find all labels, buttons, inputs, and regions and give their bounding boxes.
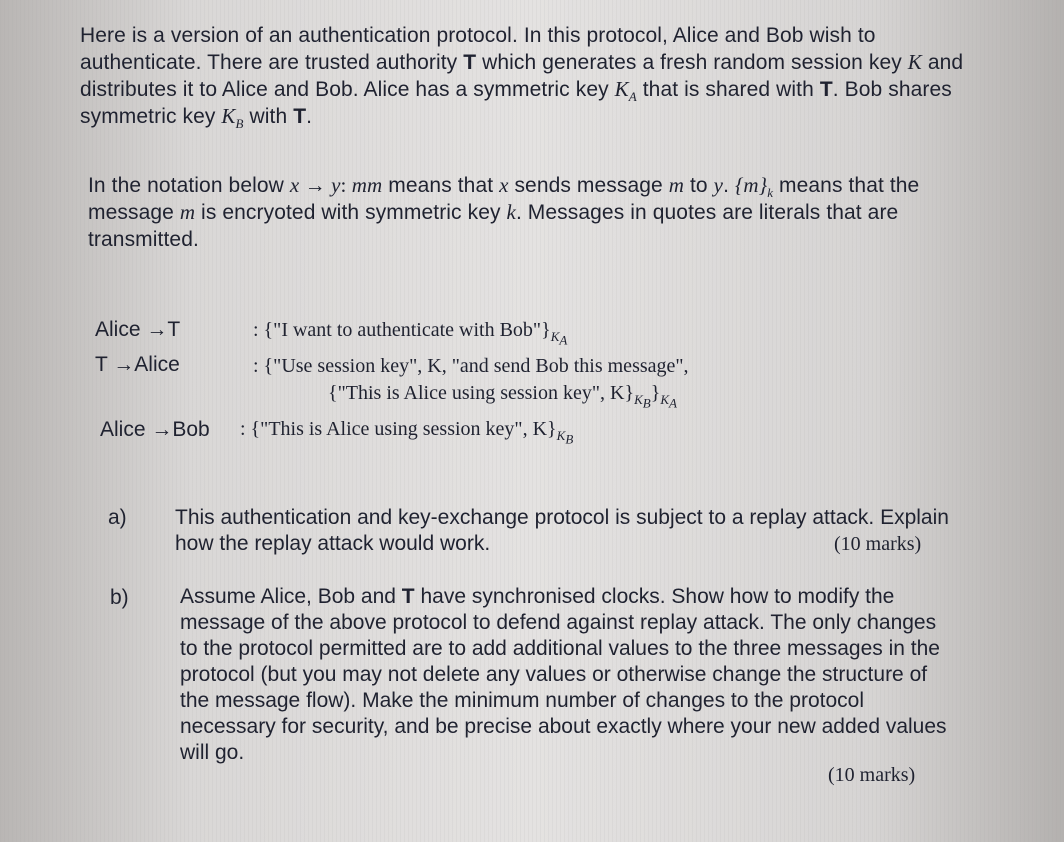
var-y: y — [713, 173, 724, 197]
notation-text: . — [723, 174, 735, 197]
authority-T: T — [463, 51, 477, 74]
authority-T: T — [819, 78, 833, 101]
question-b-marks: (10 marks) — [828, 764, 916, 786]
intro-text: and distributes it to Alice and Bob. Alice has a symmetric key — [80, 51, 964, 101]
intro-text: Here is a version of an authentication protocol. In this protocol, Alice and Bob wish to authenticate. There are trusted authority — [80, 24, 876, 74]
question-a-marks: (10 marks) — [834, 533, 922, 555]
var-x: x — [499, 173, 509, 197]
notation-text: to — [684, 174, 714, 197]
key-KB-symbol: $K_B$ — [221, 104, 244, 132]
protocol-message: : {"This is Alice using session key", $K\}_{K_B}$ — [240, 418, 574, 447]
question-b-text: Assume Alice, Bob and T have synchronised clocks. Show how to modify the message of the above protocol to defend against replay attack. The only changes to the protocol permitted are to add additional values to the three messages in the protocol (but you may not delete any values or otherwise change the structure of the message flow). Make the minimum number of changes to the protocol necessary for security, and be precise about exactly where your new added values will go. — [180, 585, 947, 764]
intro-text: with — [243, 105, 294, 128]
protocol-sender: T →Alice — [95, 353, 180, 376]
notation-text: means that — [382, 174, 500, 197]
arrow-symbol: → — [299, 173, 332, 197]
var-mm: mm — [351, 173, 383, 197]
authority-T: T — [293, 105, 307, 128]
intro-paragraph — [80, 22, 990, 130]
session-key-symbol: K — [907, 50, 922, 74]
var-x: x — [289, 173, 300, 197]
protocol-sender: Alice →T — [95, 318, 181, 341]
question-b-label: b) — [110, 586, 129, 609]
key-KA-symbol: $K_A$ — [614, 77, 637, 105]
var-k: k — [506, 200, 516, 224]
protocol-message: : {"Use session key", K, "and send Bob this message", — [253, 355, 689, 377]
authority-T: T — [401, 585, 415, 608]
protocol-sender: Alice →Bob — [100, 418, 210, 441]
notation-paragraph — [88, 172, 983, 253]
notation-text: is encryoted with symmetric key — [195, 201, 507, 224]
notation-text: In the notation below — [88, 174, 290, 197]
protocol-message-nested: {"This is Alice using session key", $K\}_{K_B}\}_{K_A}$ — [328, 382, 677, 411]
intro-text: that is shared with — [636, 78, 820, 101]
var-y: y — [331, 173, 341, 197]
encryption-notation: $\{m\}_k$ — [734, 173, 774, 201]
question-a-label: a) — [108, 506, 127, 529]
colon: : — [340, 173, 352, 197]
question-a-text: This authentication and key-exchange protocol is subject to a replay attack. Explain how the replay attack would work. — [175, 506, 949, 555]
intro-text: which generates a fresh random session key — [476, 51, 908, 74]
intro-text: . — [306, 105, 313, 128]
intro-text: . Bob shares symmetric key — [80, 78, 952, 128]
notation-text: sends message — [508, 174, 669, 197]
var-m: m — [668, 173, 685, 197]
var-m: m — [179, 200, 196, 224]
protocol-message: : {"I want to authenticate with $Bob"\}_{K_A}$ — [253, 319, 568, 348]
notation-text: means that the message — [88, 174, 920, 224]
notation-text: . Messages in quotes are literals that are transmitted. — [88, 201, 899, 251]
